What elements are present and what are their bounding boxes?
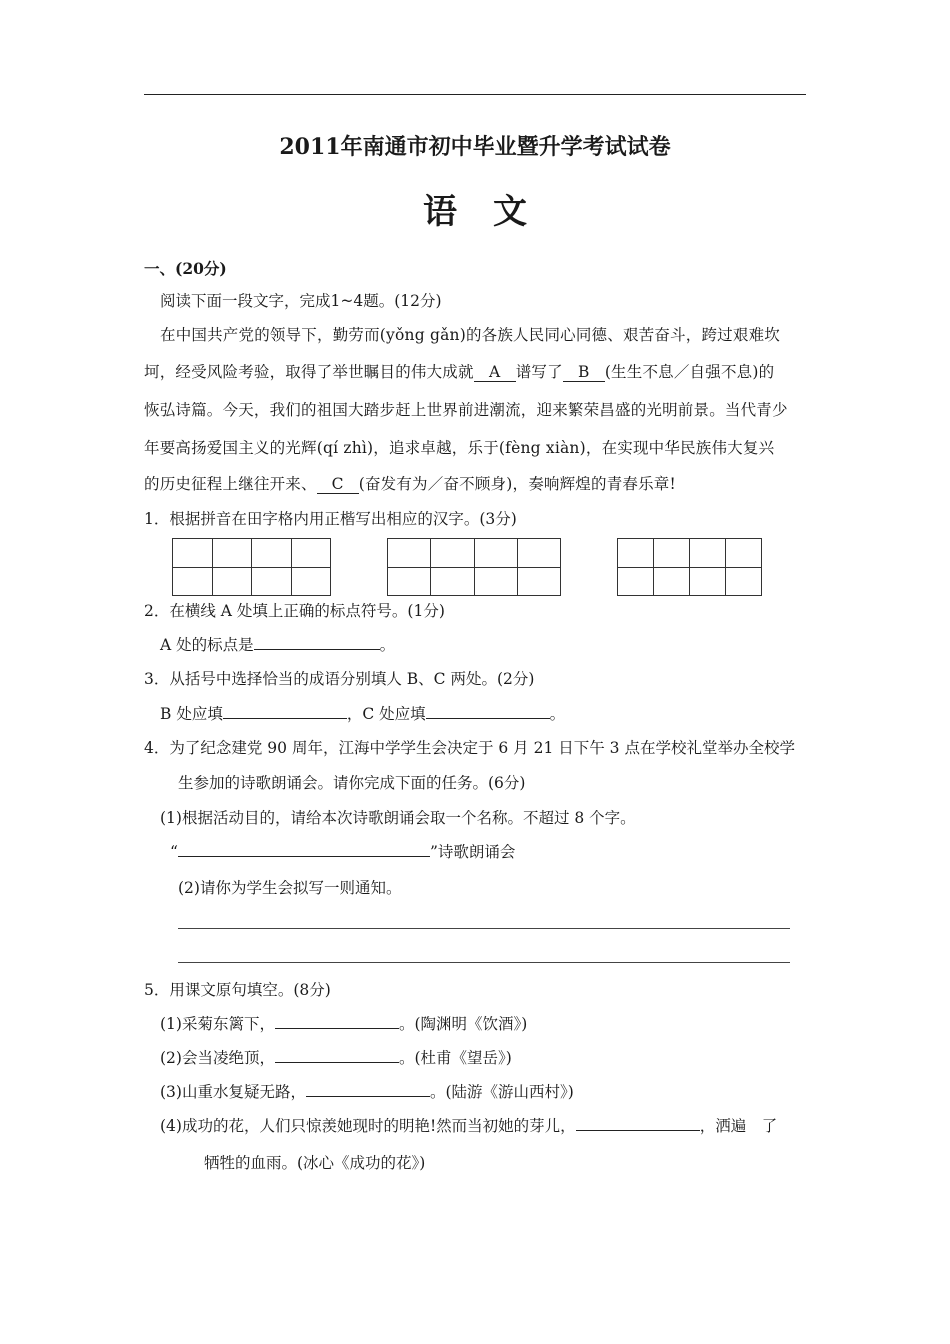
blank-a[interactable]: A [474,363,516,382]
top-rule [144,94,806,95]
answer-blank-b[interactable] [223,704,347,719]
subject-char-1: 语 [423,192,457,232]
question-5-item-2: (2)会当凌绝顶， 。(杜甫《望岳》) [160,1049,512,1067]
exam-title: 2011年南通市初中毕业暨升学考试试卷 [279,134,671,160]
blank-c[interactable]: C [317,475,359,494]
question-5-item-4-cont: 牺牲的血雨。(冰心《成功的花》) [204,1154,426,1172]
section-heading: 一、(20分) [144,259,227,278]
question-2: 2．在横线 A 处填上正确的标点符号。(1分) [144,602,445,620]
writing-grid-2[interactable] [387,538,561,596]
notice-answer-line-2[interactable] [178,962,790,963]
fill-blank-3[interactable] [306,1082,430,1097]
question-2-answer: A 处的标点是 。 [160,636,396,654]
question-5-item-1: (1)采菊东篱下， 。(陶渊明《饮酒》) [160,1015,528,1033]
section-intro: 阅读下面一段文字，完成1~4题。(12分) [160,292,442,310]
subject-title [0,190,950,234]
passage-line-4: 年要高扬爱国主义的光辉(qí zhì)，追求卓越，乐于(fèng xiàn)，在实现中华民族伟大复兴 [144,439,775,457]
passage-line-2: 坷，经受风险考验，取得了举世瞩目的伟大成就 A 谱写了 B (生生不息／自强不息)的 [144,363,775,381]
fill-blank-2[interactable] [275,1048,399,1063]
question-4-line-2: 生参加的诗歌朗诵会。请你完成下面的任务。(6分) [178,774,526,792]
question-4-part-2: (2)请你为学生会拟写一则通知。 [178,879,402,897]
question-5: 5．用课文原句填空。(8分) [144,981,331,999]
fill-blank-1[interactable] [275,1014,399,1029]
notice-answer-line-1[interactable] [178,928,790,929]
question-3-answer: B 处应填 ，C 处应填 。 [160,705,566,723]
writing-grid-3[interactable] [617,538,762,596]
answer-blank-c[interactable] [426,704,550,719]
fill-blank-4[interactable] [576,1116,700,1131]
question-4-part-1: (1)根据活动目的，请给本次诗歌朗诵会取一个名称。不超过 8 个字。 [160,809,636,827]
question-5-item-4: (4)成功的花，人们只惊羡她现时的明艳!然而当初她的芽儿， ，洒遍 了 [160,1117,778,1135]
passage-line-1: 在中国共产党的领导下，勤劳而(yǒng gǎn)的各族人民同心同德、艰苦奋斗，跨过艰难坎 [160,326,780,344]
passage-line-3: 恢弘诗篇。今天，我们的祖国大踏步赶上世界前进潮流，迎来繁荣昌盛的光明前景。当代青少 [144,401,788,419]
passage-line-5: 的历史征程上继往开来、 C (奋发有为／奋不顾身)，奏响辉煌的青春乐章! [144,475,676,493]
writing-grid-1[interactable] [172,538,331,596]
question-1: 1．根据拼音在田字格内用正楷写出相应的汉字。(3分) [144,510,517,528]
blank-b[interactable]: B [563,363,605,382]
question-4-part-1-answer: “ ”诗歌朗诵会 [170,843,516,861]
subject-char-2: 文 [493,192,527,232]
question-5-item-3: (3)山重水复疑无路， 。(陆游《游山西村》) [160,1083,574,1101]
recital-name-blank[interactable] [178,842,430,857]
question-4-line-1: 4．为了纪念建党 90 周年，江海中学学生会决定于 6 月 21 日下午 3 点在学校礼堂举办全校学 [144,739,795,757]
answer-blank-a[interactable] [254,635,380,650]
question-3: 3．从括号中选择恰当的成语分别填人 B、C 两处。(2分) [144,670,535,688]
